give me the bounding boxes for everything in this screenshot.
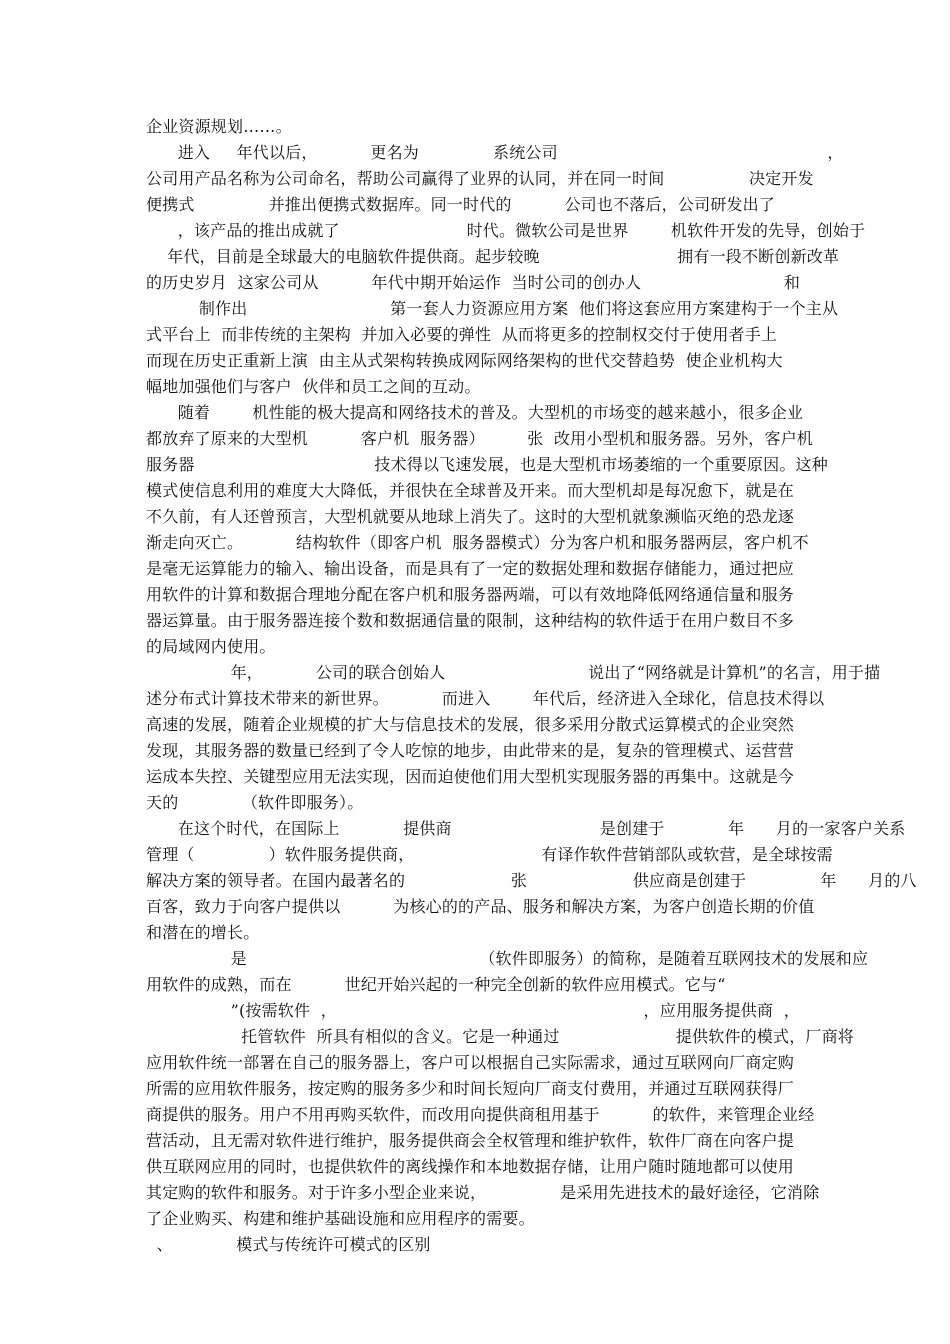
text-line: 式平台上 而非传统的主架构 并加入必要的弹性 从而将更多的控制权交付于使用者手上 (146, 325, 778, 344)
text-line: 年代，目前是全球最大的电脑软件提供商。起步较晚 拥有一段不断创新改革 (146, 247, 840, 266)
text-line: 渐走向灭亡。 结构软件（即客户机 服务器模式）分为客户机和服务器两层，客户机不 (146, 533, 809, 552)
text-line: 是毫无运算能力的输入、输出设备，而是具有了一定的数据处理和数据存储能力，通过把应 (146, 559, 795, 578)
text-line: 了企业购买、构建和维护基础设施和应用程序的需要。 (146, 1209, 535, 1228)
text-line: 服务器 技术得以飞速发展，也是大型机市场萎缩的一个重要原因。这种 (146, 455, 828, 474)
text-line: 公司用产品名称为公司命名，帮助公司赢得了业界的认同，并在同一时间 决定开发 (146, 169, 814, 188)
text-line: 的局域网内使用。 (146, 637, 276, 656)
section-heading: 、 模式与传统许可模式的区别 (146, 1235, 431, 1254)
text-line: 百客，致力于向客户提供以 为核心的的产品、服务和解决方案，为客户创造长期的价值 (146, 897, 815, 916)
text-line: 述分布式计算技术带来的新世界。 而进入 年代后，经济进入全球化，信息技术得以 (146, 689, 825, 708)
text-line: 和潜在的增长。 (146, 923, 260, 942)
text-line: 管理（ ）软件服务提供商， 有译作软件营销部队或软营，是全球按需 (146, 845, 833, 864)
text-line: 不久前，有人还曾预言，大型机就要从地球上消失了。这时的大型机就象濒临灭绝的恐龙逐 (146, 507, 795, 526)
text-line: 解决方案的领导者。在国内最著名的 张 供应商是创建于 年 月的八 (146, 871, 917, 890)
text-line: 营活动，且无需对软件进行维护，服务提供商会全权管理和维护软件，软件厂商在向客户提 (146, 1131, 795, 1150)
text-line: 幅地加强他们与客户 伙伴和员工之间的互动。 (146, 377, 481, 396)
text-line: 都放弃了原来的大型机 客户机 服务器） 张 改用小型机和服务器。另外，客户机 (146, 429, 814, 448)
text-line: 供互联网应用的同时，也提供软件的离线操作和本地数据存储，让用户随时随地都可以使用 (146, 1157, 795, 1176)
text-line: 用软件的成熟，而在 世纪开始兴起的一种完全创新的软件应用模式。它与“ (146, 975, 726, 994)
text-line: 其定购的软件和服务。对于许多小型企业来说， 是采用先进技术的最好途径，它消除 (146, 1183, 820, 1202)
text-line: ，该产品的推出成就了 时代。微软公司是世界 机软件开发的先导，创始于 (146, 221, 866, 240)
text-line: 用软件的计算和数据合理地分配在客户机和服务器两端，可以有效地降低网络通信量和服务 (146, 585, 795, 604)
text-line: 器运算量。由于服务器连接个数和数据通信量的限制，这种结构的软件适于在用户数目不多 (146, 611, 795, 630)
text-line: 而现在历史正重新上演 由主从式架构转换成网际网络架构的世代交替趋势 使企业机构大 (146, 351, 783, 370)
text-line: 制作出 第一套人力资源应用方案 他们将这套应用方案建构于一个主从 (146, 299, 839, 318)
text-line: 天的 （软件即服务）。 (146, 793, 364, 812)
text-line: 在这个时代，在国际上 提供商 是创建于 年 月的一家客户关系 (146, 819, 906, 838)
text-line: 商提供的服务。用户不用再购买软件，而改用向提供商租用基于 的软件，来管理企业经 (146, 1105, 815, 1124)
text-line: 是 （软件即服务）的简称，是随着互联网技术的发展和应 (146, 949, 869, 968)
text-line: ”(按需软件 ， ，应用服务提供商 ， (146, 1001, 800, 1020)
text-line: 进入 年代以后， 更名为 系统公司 ， (146, 143, 844, 162)
text-line: 便携式 并推出便携式数据库。同一时代的 公司也不落后，公司研发出了 (146, 195, 776, 214)
text-line: 托管软件 所具有相似的含义。它是一种通过 提供软件的模式，厂商将 (146, 1027, 855, 1046)
text-line: 所需的应用软件服务，按定购的服务多少和时间长短向厂商支付费用，并通过互联网获得厂 (146, 1079, 795, 1098)
text-line: 年， 公司的联合创始人 说出了“网络就是计算机”的名言，用于描 (146, 663, 881, 682)
text-line: 运成本失控、关键型应用无法实现，因而迫使他们用大型机实现服务器的再集中。这就是今 (146, 767, 795, 786)
text-line: 模式使信息利用的难度大大降低，并很快在全球普及开来。而大型机却是每况愈下，就是在 (146, 481, 795, 500)
text-line: 的历史岁月 这家公司从 年代中期开始运作 当时公司的创办人 和 (146, 273, 801, 292)
text-line: 应用软件统一部署在自己的服务器上，客户可以根据自己实际需求，通过互联网向厂商定购 (146, 1053, 795, 1072)
text-line: 高速的发展，随着企业规模的扩大与信息技术的发展，很多采用分散式运算模式的企业突然 (146, 715, 795, 734)
text-line: 随着 机性能的极大提高和网络技术的普及。大型机的市场变的越来越小，很多企业 (146, 403, 804, 422)
text-line: 发现，其服务器的数量已经到了令人吃惊的地步，由此带来的是，复杂的管理模式、运营营 (146, 741, 795, 760)
text-line: 企业资源规划……。 (146, 117, 292, 136)
